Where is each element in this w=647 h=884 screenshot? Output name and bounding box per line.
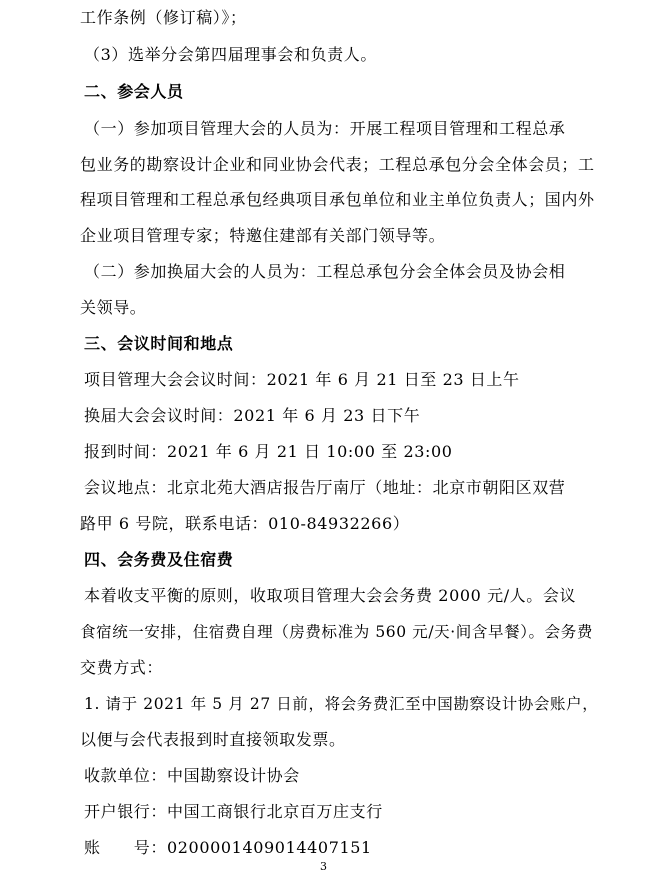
section-heading: 二、参会人员 [84, 82, 184, 101]
text-line: 开户银行：中国工商银行北京百万庄支行 [84, 802, 383, 821]
text-line: 食宿统一安排，住宿费自理（房费标准为 560 元/天·间含早餐）。会务费 [80, 623, 593, 641]
text-line: 本着收支平衡的原则，收取项目管理大会会务费 2000 元/人。会议 [84, 586, 577, 605]
text-line: 路甲 6 号院，联系电话：010-84932266） [80, 514, 410, 533]
text-line: 1. 请于 2021 年 5 月 27 日前，将会务费汇至中国勘察设计协会账户， [84, 695, 599, 713]
text-line: 项目管理大会会议时间：2021 年 6 月 21 日至 23 日上午 [84, 370, 520, 389]
text-line: 账 号：0200001409014407151 [84, 838, 372, 857]
text-line: 收款单位：中国勘察设计协会 [84, 766, 300, 785]
text-line: 交费方式： [80, 658, 164, 677]
text-line: 企业项目管理专家；特邀住建部有关部门领导等。 [80, 226, 446, 245]
text-line: 关领导。 [80, 298, 147, 317]
section-heading: 四、会务费及住宿费 [84, 550, 234, 569]
text-line: 包业务的勘察设计企业和同业协会代表；工程总承包分会全体会员；工 [80, 155, 595, 174]
text-line: 以便与会代表报到时直接领取发票。 [80, 730, 346, 749]
text-line: 程项目管理和工程总承包经典项目承包单位和业主单位负责人；国内外 [80, 190, 595, 209]
text-line: 会议地点：北京北苑大酒店报告厅南厅（地址：北京市朝阳区双营 [84, 478, 566, 497]
text-line: 工作条例（修订稿）》； [80, 8, 247, 27]
text-line: 换届大会会议时间：2021 年 6 月 23 日下午 [84, 406, 421, 425]
text-line: （3）选举分会第四届理事会和负责人。 [84, 45, 377, 64]
text-line: （二）参加换届大会的人员为：工程总承包分会全体会员及协会相 [84, 262, 566, 281]
page-number: 3 [320, 860, 327, 873]
section-heading: 三、会议时间和地点 [84, 334, 234, 353]
text-line: 报到时间：2021 年 6 月 21 日 10:00 至 23:00 [84, 442, 453, 461]
text-line: （一）参加项目管理大会的人员为：开展工程项目管理和工程总承 [84, 119, 566, 138]
